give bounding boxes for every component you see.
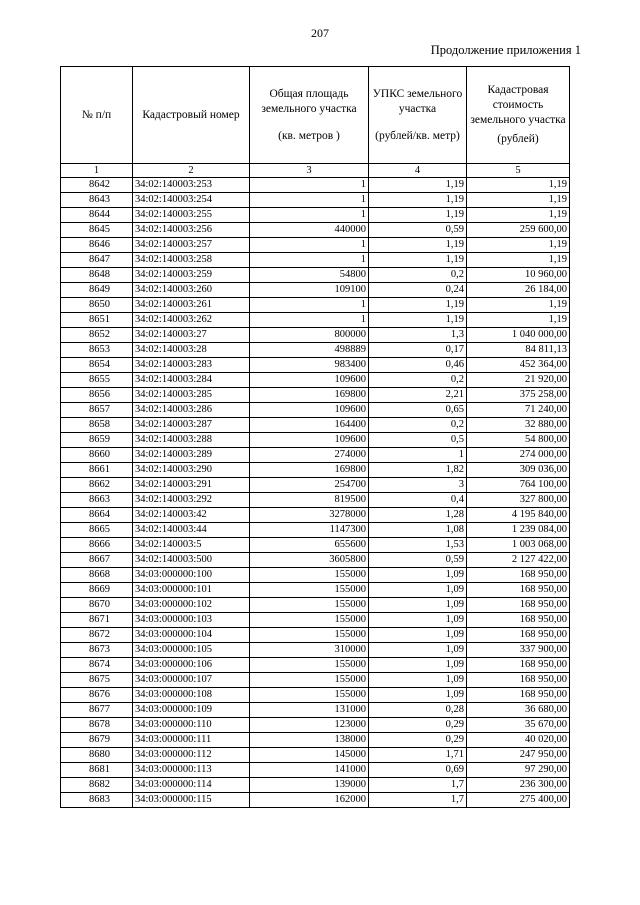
cadastral-value: 1 003 068,00 <box>467 538 570 553</box>
row-number: 8666 <box>61 538 133 553</box>
cadastral-number: 34:02:140003:286 <box>133 403 250 418</box>
upks-value: 0,46 <box>369 358 467 373</box>
land-area: 162000 <box>250 793 369 808</box>
cadastral-number: 34:02:140003:285 <box>133 388 250 403</box>
land-area: 274000 <box>250 448 369 463</box>
land-area: 1 <box>250 298 369 313</box>
cadastral-value: 236 300,00 <box>467 778 570 793</box>
row-number: 8671 <box>61 613 133 628</box>
header-value-title: Кадастровая стоимость земельного участка <box>470 84 566 126</box>
cadastral-value: 54 800,00 <box>467 433 570 448</box>
cadastral-number: 34:03:000000:114 <box>133 778 250 793</box>
cadastral-value: 1,19 <box>467 208 570 223</box>
cadastral-number: 34:02:140003:289 <box>133 448 250 463</box>
row-number: 8673 <box>61 643 133 658</box>
land-area: 155000 <box>250 688 369 703</box>
cadastral-value: 168 950,00 <box>467 598 570 613</box>
cadastral-number: 34:02:140003:500 <box>133 553 250 568</box>
land-area: 138000 <box>250 733 369 748</box>
cadastral-value: 764 100,00 <box>467 478 570 493</box>
cadastral-value: 21 920,00 <box>467 373 570 388</box>
column-number: 5 <box>467 164 570 178</box>
table-row <box>61 658 570 673</box>
cadastral-value: 4 195 840,00 <box>467 508 570 523</box>
cadastral-number: 34:02:140003:28 <box>133 343 250 358</box>
cadastral-value: 1,19 <box>467 193 570 208</box>
row-number: 8670 <box>61 598 133 613</box>
land-area: 145000 <box>250 748 369 763</box>
upks-value: 1,09 <box>369 658 467 673</box>
row-number: 8676 <box>61 688 133 703</box>
upks-value: 1,09 <box>369 613 467 628</box>
cadastral-number: 34:02:140003:261 <box>133 298 250 313</box>
cadastral-number: 34:03:000000:110 <box>133 718 250 733</box>
land-area: 155000 <box>250 628 369 643</box>
table-row <box>61 223 570 238</box>
row-number: 8662 <box>61 478 133 493</box>
land-area: 169800 <box>250 388 369 403</box>
table-header-row <box>61 67 570 164</box>
cadastral-value: 35 670,00 <box>467 718 570 733</box>
header-area <box>250 67 369 164</box>
land-area: 155000 <box>250 673 369 688</box>
column-number: 4 <box>369 164 467 178</box>
row-number: 8682 <box>61 778 133 793</box>
upks-value: 2,21 <box>369 388 467 403</box>
cadastral-value: 259 600,00 <box>467 223 570 238</box>
table-row <box>61 508 570 523</box>
cadastral-value: 168 950,00 <box>467 658 570 673</box>
table-row <box>61 358 570 373</box>
table-row <box>61 403 570 418</box>
table-row <box>61 613 570 628</box>
upks-value: 1,09 <box>369 583 467 598</box>
table-row <box>61 688 570 703</box>
cadastral-value: 36 680,00 <box>467 703 570 718</box>
cadastral-value: 1,19 <box>467 253 570 268</box>
row-number: 8647 <box>61 253 133 268</box>
upks-value: 0,69 <box>369 763 467 778</box>
land-area: 164400 <box>250 418 369 433</box>
cadastral-value: 168 950,00 <box>467 568 570 583</box>
row-number: 8668 <box>61 568 133 583</box>
land-area: 3278000 <box>250 508 369 523</box>
page-number: 207 <box>311 26 329 40</box>
table-row <box>61 598 570 613</box>
upks-value: 1,09 <box>369 598 467 613</box>
continuation-label: Продолжение приложения 1 <box>430 43 581 57</box>
table-row <box>61 553 570 568</box>
header-upks-unit: (рублей/кв. метр) <box>375 129 460 142</box>
table-row <box>61 673 570 688</box>
cadastral-table <box>60 66 570 808</box>
row-number: 8652 <box>61 328 133 343</box>
cadastral-value: 2 127 422,00 <box>467 553 570 568</box>
upks-value: 1,19 <box>369 208 467 223</box>
land-area: 109600 <box>250 433 369 448</box>
cadastral-number: 34:03:000000:111 <box>133 733 250 748</box>
table-row <box>61 463 570 478</box>
cadastral-value: 1,19 <box>467 313 570 328</box>
land-area: 440000 <box>250 223 369 238</box>
row-number: 8672 <box>61 628 133 643</box>
upks-value: 1,19 <box>369 298 467 313</box>
cadastral-value: 309 036,00 <box>467 463 570 478</box>
cadastral-number: 34:03:000000:115 <box>133 793 250 808</box>
upks-value: 1,09 <box>369 628 467 643</box>
row-number: 8678 <box>61 718 133 733</box>
cadastral-value: 327 800,00 <box>467 493 570 508</box>
row-number: 8651 <box>61 313 133 328</box>
cadastral-number: 34:02:140003:290 <box>133 463 250 478</box>
cadastral-number: 34:03:000000:108 <box>133 688 250 703</box>
land-area: 169800 <box>250 463 369 478</box>
cadastral-value: 1,19 <box>467 238 570 253</box>
header-value <box>467 67 570 164</box>
row-number: 8664 <box>61 508 133 523</box>
table-row <box>61 643 570 658</box>
cadastral-number: 34:03:000000:113 <box>133 763 250 778</box>
cadastral-value: 71 240,00 <box>467 403 570 418</box>
cadastral-number: 34:02:140003:254 <box>133 193 250 208</box>
row-number: 8656 <box>61 388 133 403</box>
cadastral-number: 34:03:000000:106 <box>133 658 250 673</box>
row-number: 8659 <box>61 433 133 448</box>
table-row <box>61 493 570 508</box>
table-row <box>61 313 570 328</box>
cadastral-value: 337 900,00 <box>467 643 570 658</box>
upks-value: 1,09 <box>369 568 467 583</box>
table-row <box>61 793 570 808</box>
upks-value: 0,65 <box>369 403 467 418</box>
upks-value: 1,3 <box>369 328 467 343</box>
cadastral-number: 34:02:140003:260 <box>133 283 250 298</box>
land-area: 155000 <box>250 613 369 628</box>
cadastral-value: 40 020,00 <box>467 733 570 748</box>
cadastral-value: 1 040 000,00 <box>467 328 570 343</box>
column-number: 1 <box>61 164 133 178</box>
cadastral-number: 34:02:140003:253 <box>133 178 250 193</box>
column-number-row <box>61 164 570 178</box>
table-row <box>61 283 570 298</box>
row-number: 8674 <box>61 658 133 673</box>
cadastral-number: 34:02:140003:283 <box>133 358 250 373</box>
table-row <box>61 328 570 343</box>
upks-value: 1,7 <box>369 793 467 808</box>
table-row <box>61 733 570 748</box>
table-body <box>61 178 570 808</box>
upks-value: 1,19 <box>369 178 467 193</box>
cadastral-number: 34:03:000000:112 <box>133 748 250 763</box>
upks-value: 1,82 <box>369 463 467 478</box>
land-area: 141000 <box>250 763 369 778</box>
cadastral-value: 1 239 084,00 <box>467 523 570 538</box>
upks-value: 1,28 <box>369 508 467 523</box>
row-number: 8654 <box>61 358 133 373</box>
row-number: 8675 <box>61 673 133 688</box>
land-area: 109600 <box>250 403 369 418</box>
table-row <box>61 763 570 778</box>
cadastral-number: 34:02:140003:284 <box>133 373 250 388</box>
upks-value: 0,2 <box>369 268 467 283</box>
header-value-unit: (рублей) <box>497 133 539 145</box>
cadastral-number: 34:02:140003:287 <box>133 418 250 433</box>
upks-value: 1,71 <box>369 748 467 763</box>
cadastral-value: 1,19 <box>467 298 570 313</box>
cadastral-number: 34:02:140003:27 <box>133 328 250 343</box>
land-area: 254700 <box>250 478 369 493</box>
table-row <box>61 178 570 193</box>
cadastral-value: 452 364,00 <box>467 358 570 373</box>
land-area: 1147300 <box>250 523 369 538</box>
table-row <box>61 373 570 388</box>
land-area: 123000 <box>250 718 369 733</box>
upks-value: 1,7 <box>369 778 467 793</box>
upks-value: 0,5 <box>369 433 467 448</box>
land-area: 109100 <box>250 283 369 298</box>
header-area-title: Общая площадь земельного участка <box>261 87 357 115</box>
row-number: 8646 <box>61 238 133 253</box>
table-row <box>61 253 570 268</box>
row-number: 8663 <box>61 493 133 508</box>
cadastral-number: 34:03:000000:101 <box>133 583 250 598</box>
table-row <box>61 448 570 463</box>
cadastral-value: 247 950,00 <box>467 748 570 763</box>
table-row <box>61 298 570 313</box>
cadastral-value: 32 880,00 <box>467 418 570 433</box>
upks-value: 1,19 <box>369 313 467 328</box>
row-number: 8665 <box>61 523 133 538</box>
cadastral-number: 34:03:000000:102 <box>133 598 250 613</box>
cadastral-number: 34:02:140003:292 <box>133 493 250 508</box>
row-number: 8648 <box>61 268 133 283</box>
cadastral-number: 34:03:000000:100 <box>133 568 250 583</box>
cadastral-number: 34:03:000000:105 <box>133 643 250 658</box>
row-number: 8653 <box>61 343 133 358</box>
cadastral-value: 168 950,00 <box>467 628 570 643</box>
table-row <box>61 628 570 643</box>
upks-value: 0,4 <box>369 493 467 508</box>
table-row <box>61 523 570 538</box>
table-row <box>61 388 570 403</box>
row-number: 8660 <box>61 448 133 463</box>
table-row <box>61 748 570 763</box>
cadastral-value: 168 950,00 <box>467 688 570 703</box>
row-number: 8679 <box>61 733 133 748</box>
cadastral-number: 34:03:000000:107 <box>133 673 250 688</box>
row-number: 8661 <box>61 463 133 478</box>
row-number: 8644 <box>61 208 133 223</box>
cadastral-number: 34:03:000000:109 <box>133 703 250 718</box>
table-row <box>61 433 570 448</box>
land-area: 1 <box>250 253 369 268</box>
upks-value: 0,28 <box>369 703 467 718</box>
cadastral-number: 34:02:140003:44 <box>133 523 250 538</box>
upks-value: 1,09 <box>369 643 467 658</box>
upks-value: 0,2 <box>369 373 467 388</box>
land-area: 819500 <box>250 493 369 508</box>
table-row <box>61 238 570 253</box>
row-number: 8681 <box>61 763 133 778</box>
header-cadastral-number: Кадастровый номер <box>133 67 250 164</box>
row-number: 8655 <box>61 373 133 388</box>
land-area: 1 <box>250 238 369 253</box>
upks-value: 1,53 <box>369 538 467 553</box>
table-row <box>61 583 570 598</box>
table-row <box>61 568 570 583</box>
cadastral-number: 34:02:140003:5 <box>133 538 250 553</box>
upks-value: 0,29 <box>369 733 467 748</box>
land-area: 155000 <box>250 658 369 673</box>
table-row <box>61 478 570 493</box>
upks-value: 0,17 <box>369 343 467 358</box>
cadastral-value: 168 950,00 <box>467 613 570 628</box>
cadastral-number: 34:02:140003:258 <box>133 253 250 268</box>
cadastral-value: 1,19 <box>467 178 570 193</box>
land-area: 155000 <box>250 568 369 583</box>
header-num: № п/п <box>61 67 133 164</box>
upks-value: 1,08 <box>369 523 467 538</box>
cadastral-number: 34:02:140003:255 <box>133 208 250 223</box>
table-row <box>61 778 570 793</box>
land-area: 109600 <box>250 373 369 388</box>
land-area: 800000 <box>250 328 369 343</box>
cadastral-value: 26 184,00 <box>467 283 570 298</box>
cadastral-number: 34:02:140003:259 <box>133 268 250 283</box>
header-upks-title: УПКС земельного участка <box>372 87 463 115</box>
cadastral-value: 84 811,13 <box>467 343 570 358</box>
column-number: 2 <box>133 164 250 178</box>
upks-value: 0,59 <box>369 553 467 568</box>
upks-value: 1,19 <box>369 193 467 208</box>
table-row <box>61 703 570 718</box>
table-row <box>61 343 570 358</box>
upks-value: 0,2 <box>369 418 467 433</box>
row-number: 8683 <box>61 793 133 808</box>
cadastral-number: 34:02:140003:288 <box>133 433 250 448</box>
cadastral-value: 274 000,00 <box>467 448 570 463</box>
table-row <box>61 193 570 208</box>
row-number: 8650 <box>61 298 133 313</box>
column-number: 3 <box>250 164 369 178</box>
land-area: 54800 <box>250 268 369 283</box>
cadastral-number: 34:02:140003:257 <box>133 238 250 253</box>
cadastral-value: 275 400,00 <box>467 793 570 808</box>
table-row <box>61 268 570 283</box>
cadastral-value: 97 290,00 <box>467 763 570 778</box>
land-area: 131000 <box>250 703 369 718</box>
land-area: 983400 <box>250 358 369 373</box>
land-area: 139000 <box>250 778 369 793</box>
cadastral-value: 168 950,00 <box>467 583 570 598</box>
row-number: 8642 <box>61 178 133 193</box>
table-row <box>61 718 570 733</box>
cadastral-value: 168 950,00 <box>467 673 570 688</box>
header-area-unit: (кв. метров ) <box>278 129 340 142</box>
land-area: 1 <box>250 313 369 328</box>
cadastral-number: 34:02:140003:42 <box>133 508 250 523</box>
cadastral-value: 10 960,00 <box>467 268 570 283</box>
row-number: 8657 <box>61 403 133 418</box>
table-row <box>61 418 570 433</box>
upks-value: 1,19 <box>369 238 467 253</box>
cadastral-number: 34:02:140003:262 <box>133 313 250 328</box>
row-number: 8669 <box>61 583 133 598</box>
land-area: 3605800 <box>250 553 369 568</box>
row-number: 8667 <box>61 553 133 568</box>
land-area: 155000 <box>250 598 369 613</box>
upks-value: 3 <box>369 478 467 493</box>
upks-value: 1,19 <box>369 253 467 268</box>
land-area: 310000 <box>250 643 369 658</box>
header-upks <box>369 67 467 164</box>
cadastral-number: 34:02:140003:256 <box>133 223 250 238</box>
land-area: 655600 <box>250 538 369 553</box>
upks-value: 0,59 <box>369 223 467 238</box>
upks-value: 1,09 <box>369 673 467 688</box>
table-row <box>61 208 570 223</box>
row-number: 8658 <box>61 418 133 433</box>
row-number: 8677 <box>61 703 133 718</box>
row-number: 8649 <box>61 283 133 298</box>
land-area: 1 <box>250 208 369 223</box>
upks-value: 1 <box>369 448 467 463</box>
row-number: 8645 <box>61 223 133 238</box>
upks-value: 1,09 <box>369 688 467 703</box>
land-area: 498889 <box>250 343 369 358</box>
cadastral-value: 375 258,00 <box>467 388 570 403</box>
cadastral-number: 34:02:140003:291 <box>133 478 250 493</box>
table-row <box>61 538 570 553</box>
cadastral-number: 34:03:000000:104 <box>133 628 250 643</box>
land-area: 155000 <box>250 583 369 598</box>
row-number: 8680 <box>61 748 133 763</box>
row-number: 8643 <box>61 193 133 208</box>
upks-value: 0,29 <box>369 718 467 733</box>
land-area: 1 <box>250 193 369 208</box>
upks-value: 0,24 <box>369 283 467 298</box>
cadastral-number: 34:03:000000:103 <box>133 613 250 628</box>
land-area: 1 <box>250 178 369 193</box>
